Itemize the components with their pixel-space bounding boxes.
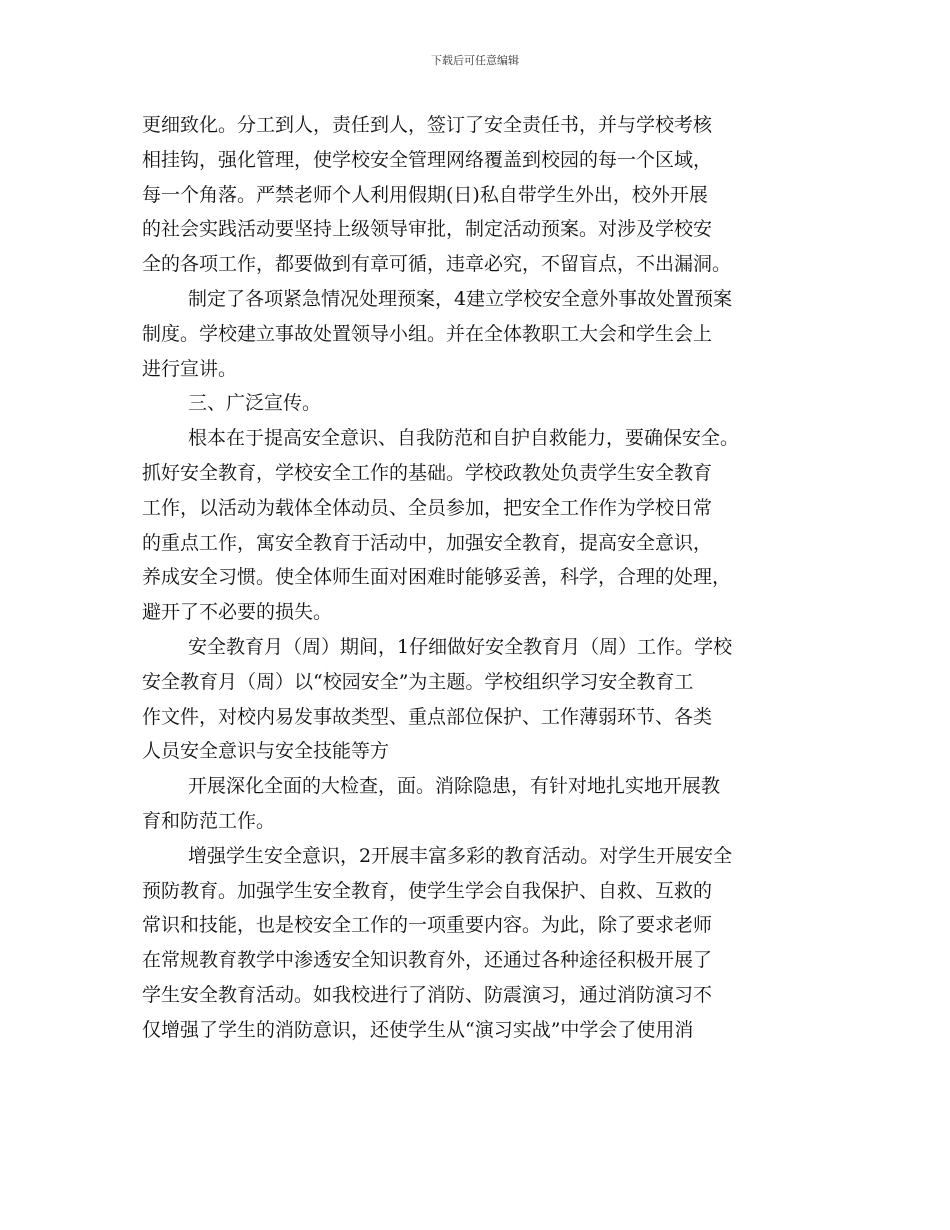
text-line: 学生安全教育活动。如我校进行了消防、防震演习，通过消防演习不 [142, 983, 713, 1006]
text-line: 工作，以活动为载体全体动员、全员参加，把安全工作作为学校日常 [142, 496, 713, 519]
text-line: 开展深化全面的大检查，面。消除隐患，有针对地扎实地开展教 [188, 775, 721, 798]
text-line: 制度。学校建立事故处置领导小组。并在全体教职工大会和学生会上 [142, 322, 713, 345]
text-line: 在常规教育教学中渗透安全知识教育外，还通过各种途径积极开展了 [142, 949, 713, 972]
page-header: 下载后可任意编辑 [431, 54, 519, 67]
text-line: 全的各项工作，都要做到有章可循，违章必究，不留盲点，不出漏洞。 [142, 253, 732, 276]
text-line: 根本在于提高安全意识、自我防范和自护自救能力，要确保安全。 [188, 427, 740, 450]
text-line: 抓好安全教育，学校安全工作的基础。学校政教处负责学生安全教育 [142, 461, 713, 484]
text-line: 进行宣讲。 [142, 357, 238, 380]
document-body [142, 108, 818, 1048]
text-line: 安全教育月（周）期间，1仔细做好安全教育月（周）工作。学校 [188, 635, 733, 658]
text-line: 更细致化。分工到人，责任到人，签订了安全责任书，并与学校考核 [142, 114, 713, 136]
text-line: 制定了各项紧急情况处理预案，4建立学校安全意外事故处置预案 [188, 287, 733, 310]
text-line: 三、广泛宣传。 [188, 392, 322, 415]
text-line: 安全教育月（周）以“校园安全”为主题。学校组织学习安全教育工 [142, 670, 694, 693]
text-line: 每一个角落。严禁老师个人利用假期(日)私自带学生外出，校外开展 [142, 183, 708, 206]
text-line: 增强学生安全意识，2开展丰富多彩的教育活动。对学生开展安全 [188, 844, 733, 867]
text-line: 育和防范工作。 [142, 809, 276, 832]
text-line: 人员安全意识与安全技能等方 [142, 740, 390, 763]
text-line: 相挂钩，强化管理，使学校安全管理网络覆盖到校园的每一个区域， [142, 148, 713, 171]
text-line: 的社会实践活动要坚持上级领导审批，制定活动预案。对涉及学校安 [142, 218, 713, 241]
text-line: 仅增强了学生的消防意识，还使学生从“演习实战”中学会了使用消 [142, 1018, 694, 1041]
text-line: 避开了不必要的损失。 [142, 601, 333, 624]
text-line: 常识和技能，也是校安全工作的一项重要内容。为此，除了要求老师 [142, 914, 713, 937]
text-line: 作文件，对校内易发事故类型、重点部位保护、工作薄弱环节、各类 [142, 705, 713, 728]
text-line: 预防教育。加强学生安全教育，使学生学会自我保护、自救、互救的 [142, 879, 713, 902]
text-line: 的重点工作，寓安全教育于活动中，加强安全教育，提高安全意识， [142, 531, 713, 554]
text-line: 养成安全习惯。使全体师生面对困难时能够妥善，科学，合理的处理， [142, 566, 732, 589]
